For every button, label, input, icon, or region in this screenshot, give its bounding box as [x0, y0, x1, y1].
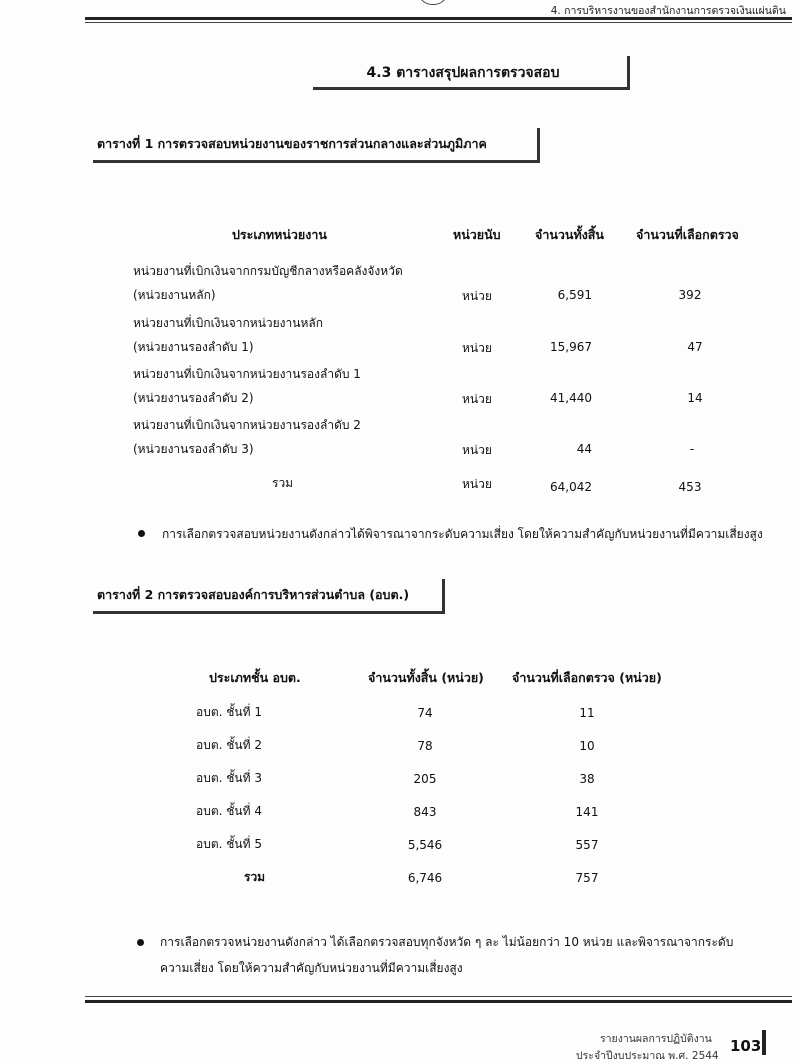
- row-total: 205: [413, 772, 437, 786]
- box-shadow-right: [627, 56, 630, 90]
- table2-col-type: ประเภทชั้น อบต.: [209, 670, 301, 685]
- page-number: 103: [730, 1037, 762, 1055]
- footer-report-year: ประจำปีงบประมาณ พ.ศ. 2544: [576, 1050, 719, 1062]
- row-selected: 10: [579, 739, 595, 753]
- table1-note: การเลือกตรวจสอบหน่วยงานดังกล่าวได้พิจารณาจากระดับความเสี่ยง โดยให้ความสำคัญกับหน่วยงานที่มีความเสี่ยงสูง: [162, 527, 763, 541]
- row-label-line2: (หน่วยงานรองลำดับ 1): [133, 340, 254, 354]
- row-label-line2: (หน่วยงานหลัก): [133, 288, 216, 302]
- table2-note-line1: การเลือกตรวจหน่วยงานดังกล่าว ได้เลือกตรวจสอบทุกจังหวัด ๆ ละ ไม่น้อยกว่า 10 หน่วย และพิจารณาจากระดับ: [160, 935, 734, 949]
- bullet-icon: [137, 939, 144, 946]
- row-selected: 11: [579, 706, 595, 720]
- row-label-line1: หน่วยงานที่เบิกเงินจากหน่วยงานหลัก: [133, 316, 323, 330]
- bullet-icon: [138, 530, 145, 537]
- section-title-box: [313, 56, 630, 90]
- box-shadow-bottom: [93, 611, 445, 614]
- row-unit: หน่วย: [462, 392, 492, 406]
- row-label-line1: หน่วยงานที่เบิกเงินจากกรมบัญชีกลางหรือคลังจังหวัด: [133, 264, 403, 278]
- row-label-line1: หน่วยงานที่เบิกเงินจากหน่วยงานรองลำดับ 2: [133, 418, 361, 432]
- row-label: อบต. ชั้นที่ 4: [196, 804, 262, 818]
- table2-col-total: จำนวนทั้งสิ้น (หน่วย): [368, 670, 484, 685]
- table2-note-line2: ความเสี่ยง โดยให้ความสำคัญกับหน่วยงานที่มีความเสี่ยงสูง: [160, 961, 463, 975]
- total-selected: 453: [678, 480, 702, 494]
- total-selected: 757: [575, 871, 599, 885]
- row-label-line2: (หน่วยงานรองลำดับ 2): [133, 391, 254, 405]
- row-total: 6,591: [557, 288, 592, 302]
- header-rule-thin: [85, 22, 792, 23]
- row-selected: 38: [579, 772, 595, 786]
- footer-rule-thin: [85, 996, 792, 997]
- row-total: 78: [417, 739, 433, 753]
- running-header: 4. การบริหารงานของสำนักงานการตรวจเงินแผ่นดิน: [550, 5, 786, 17]
- row-selected: 392: [678, 288, 702, 302]
- footer-rule: [85, 1000, 792, 1003]
- row-label: อบต. ชั้นที่ 2: [196, 738, 262, 752]
- header-rule: [85, 17, 792, 20]
- row-total: 41,440: [550, 391, 592, 405]
- total-unit: หน่วย: [462, 477, 492, 491]
- footer-report-title: รายงานผลการปฏิบัติงาน: [600, 1033, 712, 1045]
- table1-col-selected: จำนวนที่เลือกตรวจ: [636, 227, 739, 242]
- box-shadow-bottom: [313, 87, 630, 90]
- total-value: 64,042: [550, 480, 592, 494]
- total-label: รวม: [244, 870, 266, 884]
- page-number-bar: [762, 1030, 766, 1055]
- total-label: รวม: [272, 476, 294, 490]
- row-selected: -: [689, 442, 695, 456]
- table1-col-total: จำนวนทั้งสิ้น: [535, 227, 604, 242]
- total-value: 6,746: [407, 871, 443, 885]
- table1-col-unit: หน่วยนับ: [453, 227, 501, 242]
- section-title: 4.3 ตารางสรุปผลการตรวจสอบ: [366, 65, 560, 81]
- table1-title: ตารางที่ 1 การตรวจสอบหน่วยงานของราชการส่วนกลางและส่วนภูมิภาค: [97, 136, 487, 151]
- box-shadow-right: [442, 579, 445, 611]
- logo-emblem: [418, 0, 448, 5]
- table2-title-box: [97, 585, 409, 605]
- table2-title: ตารางที่ 2 การตรวจสอบองค์การบริหารส่วนตำบล (อบต.): [97, 587, 410, 602]
- row-unit: หน่วย: [462, 443, 492, 457]
- row-label-line1: หน่วยงานที่เบิกเงินจากหน่วยงานรองลำดับ 1: [133, 367, 361, 381]
- row-selected: 47: [687, 340, 703, 354]
- row-total: 843: [413, 805, 437, 819]
- table2-col-selected: จำนวนที่เลือกตรวจ (หน่วย): [512, 670, 662, 685]
- row-unit: หน่วย: [462, 341, 492, 355]
- row-label: อบต. ชั้นที่ 5: [196, 837, 262, 851]
- row-label-line2: (หน่วยงานรองลำดับ 3): [133, 442, 254, 456]
- table1-title-box: [97, 134, 487, 154]
- row-total: 15,967: [550, 340, 592, 354]
- row-unit: หน่วย: [462, 289, 492, 303]
- row-total: 44: [576, 442, 592, 456]
- row-total: 74: [417, 706, 433, 720]
- row-label: อบต. ชั้นที่ 3: [196, 771, 262, 785]
- row-selected: 557: [575, 838, 599, 852]
- row-selected: 141: [575, 805, 599, 819]
- row-selected: 14: [687, 391, 703, 405]
- row-label: อบต. ชั้นที่ 1: [196, 705, 262, 719]
- row-total: 5,546: [407, 838, 443, 852]
- box-shadow-bottom: [93, 160, 540, 163]
- box-shadow-right: [537, 128, 540, 160]
- table1-col-type: ประเภทหน่วยงาน: [232, 227, 327, 242]
